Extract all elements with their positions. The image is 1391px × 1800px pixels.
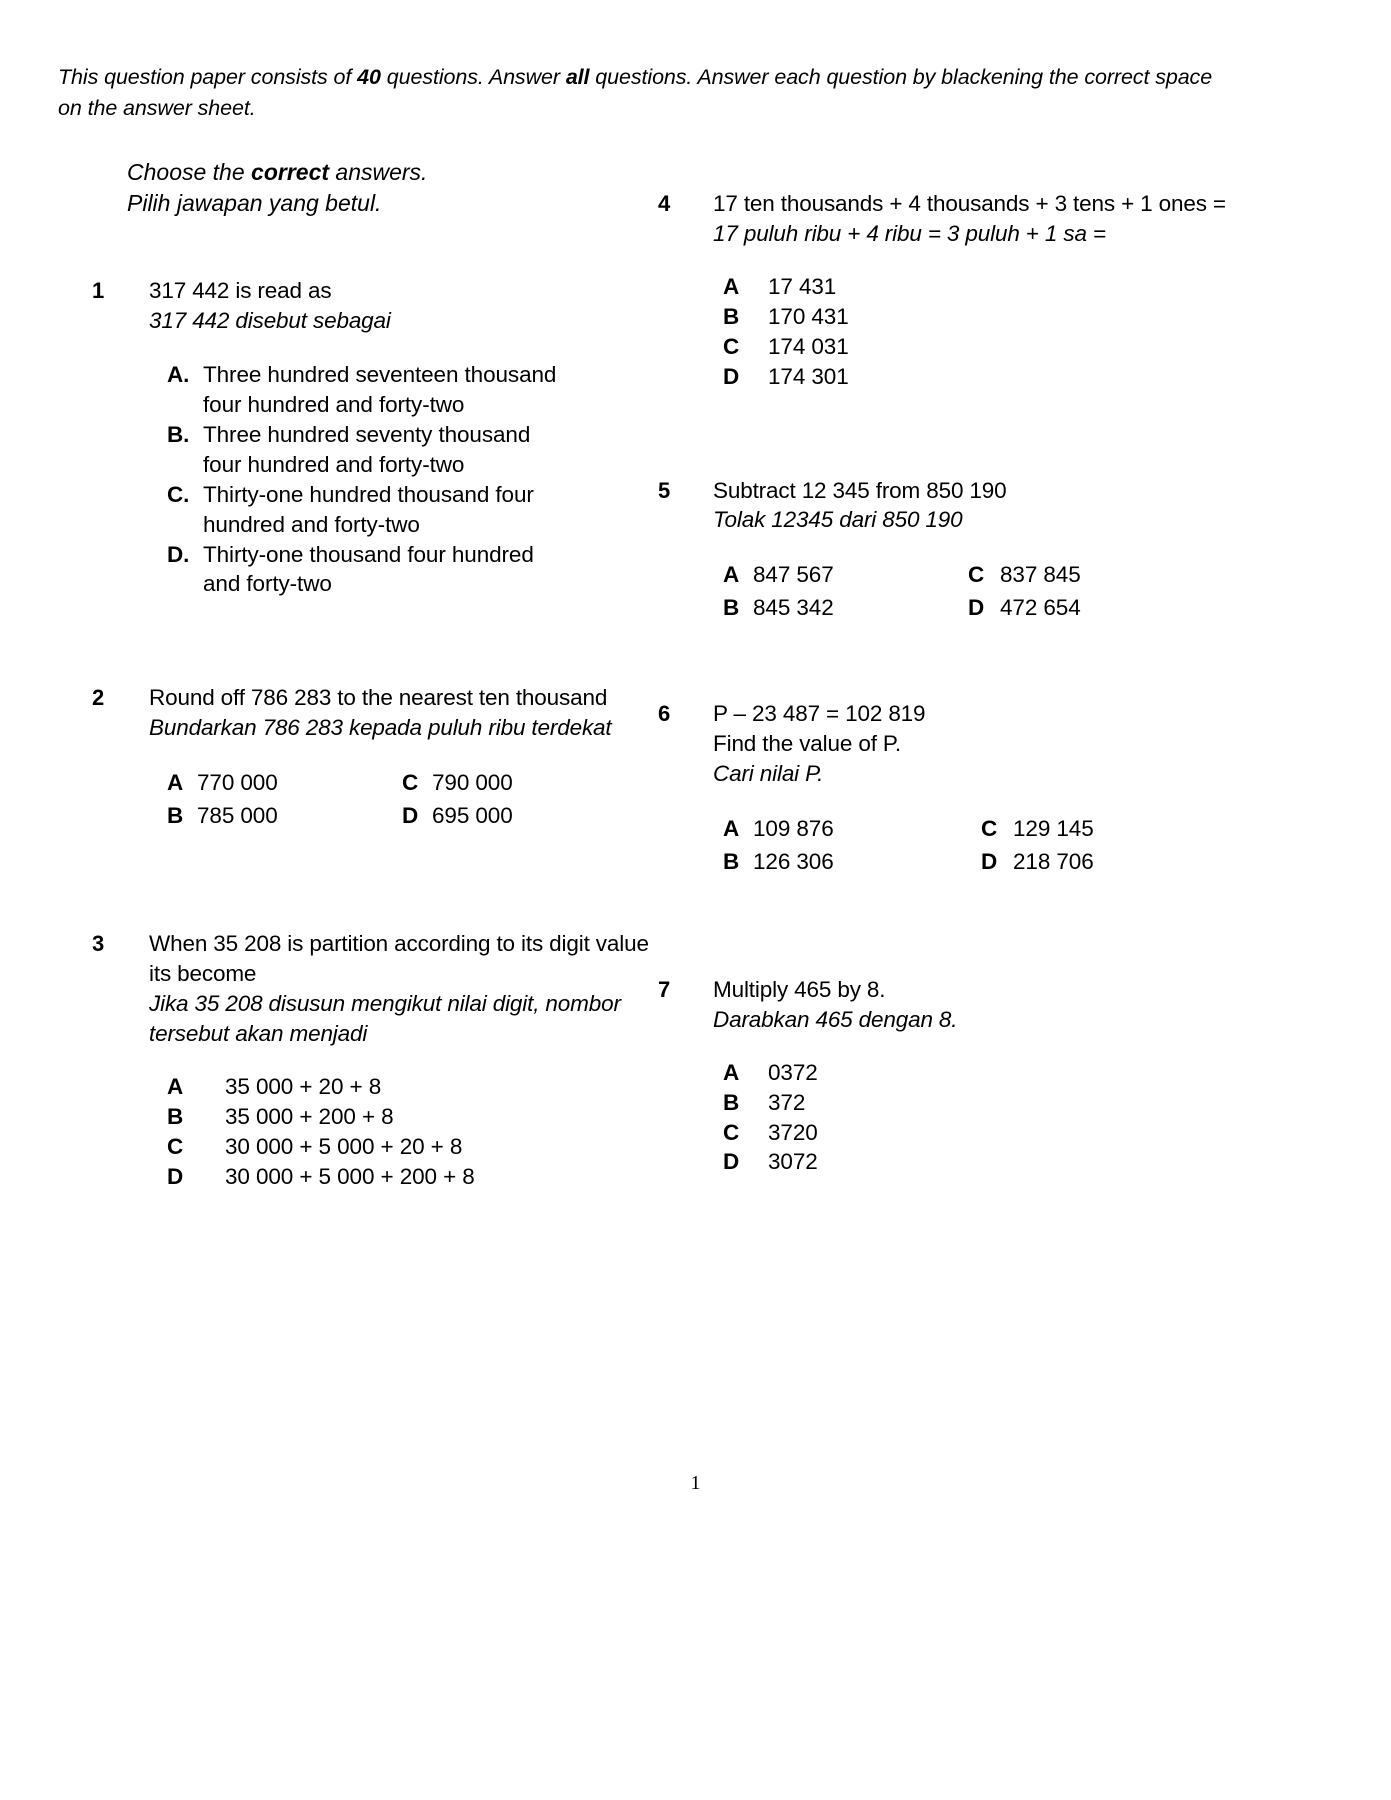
question-5-number: 5 [658,477,671,503]
question-1-stem-malay: 317 442 disebut sebagai [149,308,391,334]
option-4b-text: 170 431 [768,303,849,329]
option-2a-value[interactable]: 770 000 [197,770,278,796]
question-2-options [149,768,658,831]
question-7-body [713,975,1298,1178]
option-7d-letter: D [723,1149,740,1175]
question-1-stem [149,276,658,336]
question-6 [658,699,1298,877]
choose-correct-emphasis: correct [251,159,330,186]
option-4c-letter: C [723,333,740,359]
option-6b-value[interactable]: 126 306 [753,848,834,874]
question-1-body [149,276,658,599]
question-4-stem [713,189,1298,249]
option-4a-letter: A [723,273,740,299]
option-4b[interactable] [723,302,1298,332]
option-3c-letter: C [167,1133,184,1159]
choose-instruction [127,157,658,218]
option-6d-value[interactable]: 218 706 [1013,848,1094,874]
spacer [658,681,1298,699]
question-3-options [149,1072,658,1192]
option-5b-letter[interactable]: B [723,595,740,621]
instruction-part-2: questions. Answer [380,65,566,89]
question-2 [92,683,658,831]
spacer [658,450,1298,476]
option-3b-text: 35 000 + 200 + 8 [225,1103,394,1129]
page-number: 1 [690,1472,701,1494]
question-5-stem-malay: Tolak 12345 dari 850 190 [713,507,963,533]
question-3 [92,929,658,1191]
question-3-stem-english: When 35 208 is partition according to its digit value its become [149,931,649,987]
question-columns [58,157,1311,1191]
option-7c[interactable] [723,1118,1298,1148]
spacer [92,831,658,889]
question-2-stem-english: Round off 786 283 to the nearest ten thousand [149,685,608,711]
question-4 [658,189,1298,392]
option-7a[interactable] [723,1058,1298,1088]
instruction-all-emphasis: all [565,65,590,89]
option-2c-value[interactable]: 790 000 [432,770,513,796]
option-4d[interactable] [723,362,1298,392]
question-4-body [713,189,1298,392]
option-1b[interactable] [167,420,658,480]
question-6-options [713,814,1298,877]
option-5a-letter[interactable]: A [723,562,740,588]
option-4b-letter: B [723,303,740,329]
question-1 [92,276,658,599]
question-3-stem [149,929,658,1049]
question-7-number: 7 [658,976,671,1002]
option-3b-letter: B [167,1103,184,1129]
question-7-stem [713,975,1298,1035]
question-5-stem [713,476,1298,536]
option-3c-text: 30 000 + 5 000 + 20 + 8 [225,1133,463,1159]
option-6b-letter[interactable]: B [723,848,740,874]
question-4-options [713,272,1298,392]
option-4d-text: 174 301 [768,363,849,389]
question-6-body [713,699,1298,877]
option-3d-letter: D [167,1163,184,1189]
option-5a-value[interactable]: 847 567 [753,562,834,588]
option-1c-text: Thirty-one hundred thousand four hundred and forty-two [203,481,534,537]
question-7-stem-english: Multiply 465 by 8. [713,976,886,1002]
option-2b-value[interactable]: 785 000 [197,803,278,829]
question-6-stem-malay: Cari nilai P. [713,761,824,787]
option-1b-text: Three hundred seventy thousand four hundred and forty-two [203,421,531,477]
option-6a-letter[interactable]: A [723,816,740,842]
option-5c-letter[interactable]: C [968,562,985,588]
question-2-number: 2 [92,685,105,711]
option-1d-text: Thirty-one thousand four hundred and forty-two [203,541,534,597]
option-7a-text: 0372 [768,1059,818,1085]
option-4c-text: 174 031 [768,333,849,359]
left-column [58,157,658,1191]
option-1c-letter: C. [167,481,190,507]
question-2-stem [149,683,658,743]
option-6c-letter[interactable]: C [981,816,998,842]
option-1d[interactable] [167,540,658,600]
choose-en-pre: Choose the [127,159,252,186]
spacer [658,877,1298,935]
question-1-stem-english: 317 442 is read as [149,278,332,304]
option-6c-value[interactable]: 129 145 [1013,816,1094,842]
option-3a[interactable] [167,1072,658,1102]
spacer [92,599,658,657]
spacer [92,889,658,929]
option-7d[interactable] [723,1147,1298,1177]
question-5 [658,476,1298,624]
option-2d-letter[interactable]: D [402,803,419,829]
question-5-body [713,476,1298,624]
question-1-options [149,360,658,599]
question-3-body [149,929,658,1191]
question-4-stem-malay: 17 puluh ribu + 4 ribu = 3 puluh + 1 sa = [713,220,1106,246]
question-7 [658,975,1298,1178]
spacer [658,623,1298,681]
option-1a[interactable] [167,360,658,420]
option-3d[interactable] [167,1162,658,1192]
option-2c-letter[interactable]: C [402,770,419,796]
spacer [92,657,658,683]
option-3a-letter: A [167,1073,184,1099]
question-6-stem [713,699,1298,789]
option-2d-value[interactable]: 695 000 [432,803,513,829]
choose-en-post: answers. [329,159,428,186]
option-5b-value[interactable]: 845 342 [753,595,834,621]
spacer [658,935,1298,975]
option-1a-letter: A. [167,362,190,388]
choose-instruction-malay: Pilih jawapan yang betul. [127,189,382,216]
option-6d-letter[interactable]: D [981,848,998,874]
question-6-number: 6 [658,701,671,727]
option-7c-letter: C [723,1119,740,1145]
question-5-stem-english: Subtract 12 345 from 850 190 [713,477,1007,503]
option-2b-letter[interactable]: B [167,803,184,829]
right-column [658,157,1298,1177]
question-3-stem-malay: Jika 35 208 disusun mengikut nilai digit, nombor tersebut akan menjadi [149,990,621,1046]
option-3c[interactable] [167,1132,658,1162]
question-4-number: 4 [658,191,671,217]
option-7c-text: 3720 [768,1119,818,1145]
paper-instruction [58,62,1218,123]
instruction-part-1: This question paper consists of [58,65,358,89]
option-4c[interactable] [723,332,1298,362]
spacer [92,218,658,276]
option-3d-text: 30 000 + 5 000 + 200 + 8 [225,1163,475,1189]
option-2a-letter[interactable]: A [167,770,184,796]
option-1b-letter: B. [167,421,190,447]
option-5d-letter[interactable]: D [968,595,985,621]
option-5c-value[interactable]: 837 845 [1000,562,1081,588]
option-6a-value[interactable]: 109 876 [753,816,834,842]
option-5d-value[interactable]: 472 654 [1000,595,1081,621]
question-5-options [713,560,1298,623]
spacer [658,392,1298,450]
question-2-stem-malay: Bundarkan 786 283 kepada puluh ribu terdekat [149,715,612,741]
option-4a[interactable] [723,272,1298,302]
option-7b-text: 372 [768,1089,806,1115]
question-3-number: 3 [92,931,105,957]
option-1c[interactable] [167,480,658,540]
option-1a-text: Three hundred seventeen thousand four hundred and forty-two [203,362,557,417]
instruction-part-3: questions. Answer each question by blackening the correct space on the answer sheet. [58,65,1213,120]
option-4a-text: 17 431 [768,273,837,299]
option-7b-letter: B [723,1089,740,1115]
option-7d-text: 3072 [768,1149,818,1175]
question-6-equation: P – 23 487 = 102 819 [713,701,926,727]
option-1d-letter: D. [167,541,190,567]
question-1-number: 1 [92,278,105,304]
question-7-stem-malay: Darabkan 465 dengan 8. [713,1006,958,1032]
question-6-stem-english: Find the value of P. [713,731,901,757]
option-3b[interactable] [167,1102,658,1132]
option-7b[interactable] [723,1088,1298,1118]
option-7a-letter: A [723,1059,740,1085]
question-4-stem-english: 17 ten thousands + 4 thousands + 3 tens + 1 ones = [713,191,1226,217]
instruction-question-count: 40 [357,65,381,89]
question-7-options [713,1058,1298,1178]
option-4d-letter: D [723,363,740,389]
spacer [658,157,1298,189]
question-2-body [149,683,658,831]
option-3a-text: 35 000 + 20 + 8 [225,1073,382,1099]
